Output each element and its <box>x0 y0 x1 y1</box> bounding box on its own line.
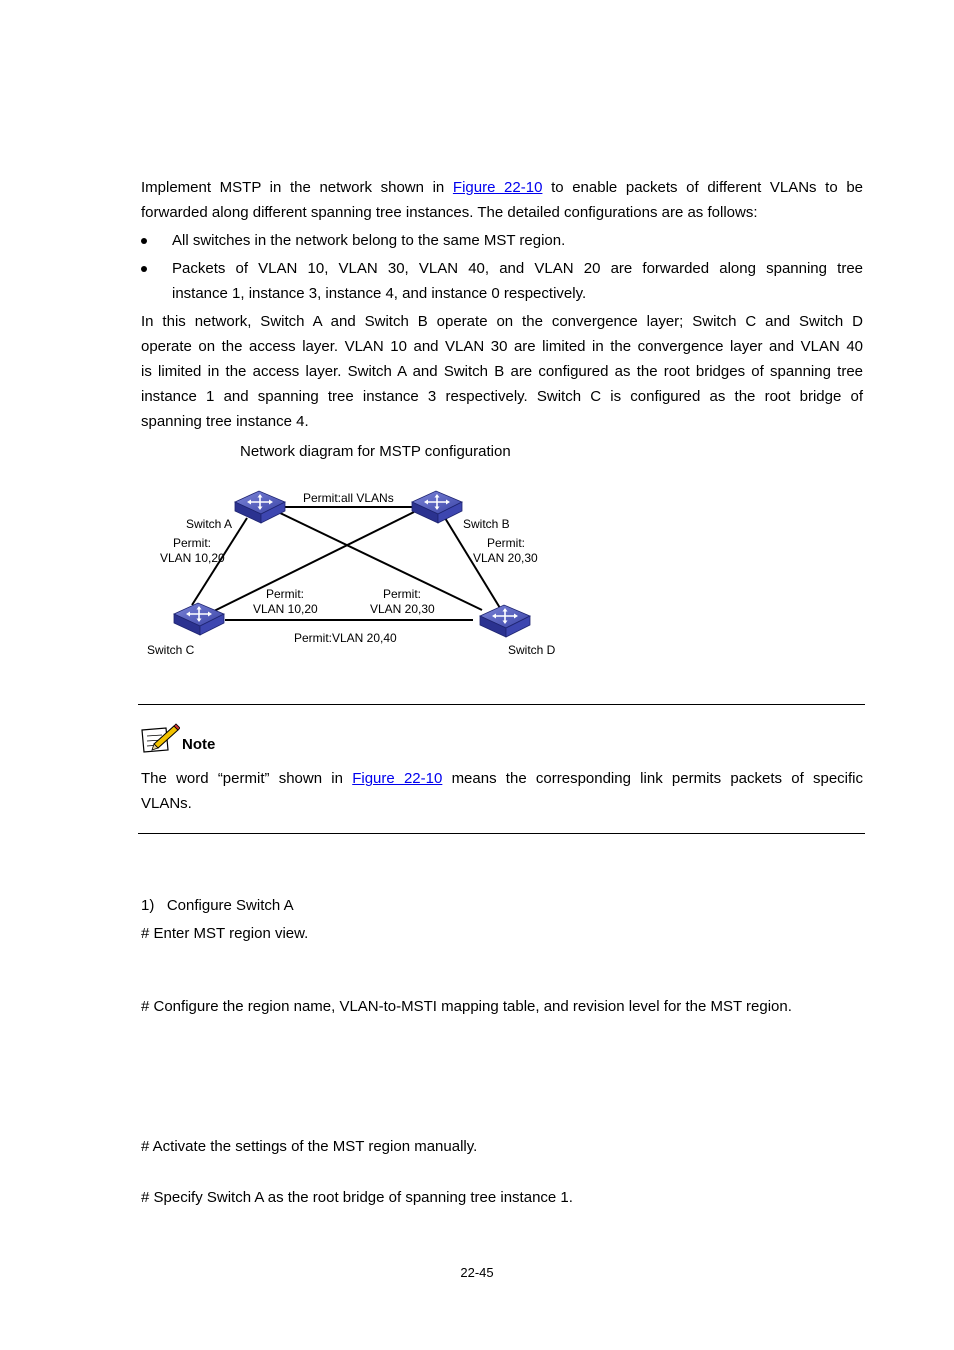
switch-b-icon <box>412 491 462 523</box>
bullet-icon <box>141 238 147 244</box>
paragraph-line: In this network, Switch A and Switch B operate on the convergence layer; Switch C and Switch D <box>141 313 863 330</box>
link-bd-label: Permit: <box>487 536 526 550</box>
link-ac-label: Permit: <box>173 536 212 550</box>
note-title: Note <box>182 736 216 753</box>
switch-b-label: Switch B <box>463 517 510 531</box>
paragraph-line: spanning tree instance 4. <box>141 413 309 430</box>
figure-link[interactable]: Figure 22-10 <box>452 179 543 196</box>
intro-line-1 <box>141 175 863 200</box>
link-bc-label: VLAN 10,20 <box>253 602 318 616</box>
link-ab-label: Permit:all VLANs <box>303 491 394 505</box>
note-text: The word “permit” shown in <box>141 770 343 787</box>
bullet-text: All switches in the network belong to the same MST region. <box>172 232 566 249</box>
link-bc-label: Permit: <box>266 587 305 601</box>
network-diagram <box>130 480 580 670</box>
link-lines <box>192 507 500 620</box>
link-ad-label: Permit: <box>383 587 422 601</box>
comment-activate: # Activate the settings of the MST region manually. <box>141 1138 478 1155</box>
note-bottom-rule <box>138 833 865 834</box>
note-line-1 <box>141 766 863 791</box>
paragraph-line: is limited in the access layer. Switch A and Switch B are configured as the root bridges of spanning tree <box>141 363 863 380</box>
switch-badge: SWITCH <box>494 632 512 644</box>
intro-text: to enable packets of different VLANs to be <box>551 179 864 196</box>
switch-c-icon <box>174 603 224 635</box>
comment-configure-region: # Configure the region name, VLAN-to-MSTI mapping table, and revision level for the MST region. <box>141 998 792 1015</box>
bullet-item <box>172 228 863 253</box>
note-paragraph <box>141 766 863 816</box>
note-text: means the corresponding link permits packets of specific <box>451 770 863 787</box>
comment-root-bridge: # Specify Switch A as the root bridge of spanning tree instance 1. <box>141 1189 573 1206</box>
link-ad-label: VLAN 20,30 <box>370 602 435 616</box>
note-pencil-icon <box>140 722 180 754</box>
intro-line-2: forwarded along different spanning tree instances. The detailed configurations are as follows: <box>141 204 758 221</box>
note-top-rule <box>138 704 865 705</box>
switch-badge: SWITCH <box>426 518 444 530</box>
switch-a-icon <box>235 491 285 523</box>
paragraph-line: operate on the access layer. VLAN 10 and VLAN 30 are limited in the convergence layer and VLAN 40 <box>141 338 863 355</box>
switch-badge: SWITCH <box>188 630 206 642</box>
network-paragraph <box>141 309 863 434</box>
note-line-2: VLANs. <box>141 795 192 812</box>
bullet-icon <box>141 266 147 272</box>
paragraph-line: instance 1 and spanning tree instance 3 respectively. Switch C is configured as the root bridge of <box>141 388 863 405</box>
switch-badge: SWITCH <box>249 518 267 530</box>
bullet-item <box>172 256 863 306</box>
page-number: 22-45 <box>460 1265 494 1280</box>
intro-text: Implement MSTP in the network shown in <box>141 179 445 196</box>
comment-enter-mst: # Enter MST region view. <box>141 925 309 942</box>
link-cd-label: Permit:VLAN 20,40 <box>294 631 397 645</box>
switch-c-label: Switch C <box>147 643 195 657</box>
figure-link[interactable]: Figure 22-10 <box>352 770 443 787</box>
intro-paragraph <box>141 175 863 225</box>
bullet-text: Packets of VLAN 10, VLAN 30, VLAN 40, and VLAN 20 are forwarded along spanning tree <box>172 260 863 277</box>
switch-d-label: Switch D <box>508 643 556 657</box>
link-bd-label: VLAN 20,30 <box>473 551 538 565</box>
link-ac-label: VLAN 10,20 <box>160 551 225 565</box>
step-1-heading: 1) Configure Switch A <box>141 897 294 914</box>
figure-caption: Network diagram for MSTP configuration <box>240 443 511 460</box>
switch-a-label: Switch A <box>186 517 233 531</box>
bullet-text: instance 1, instance 3, instance 4, and instance 0 respectively. <box>172 285 587 302</box>
switch-d-icon <box>480 605 530 637</box>
